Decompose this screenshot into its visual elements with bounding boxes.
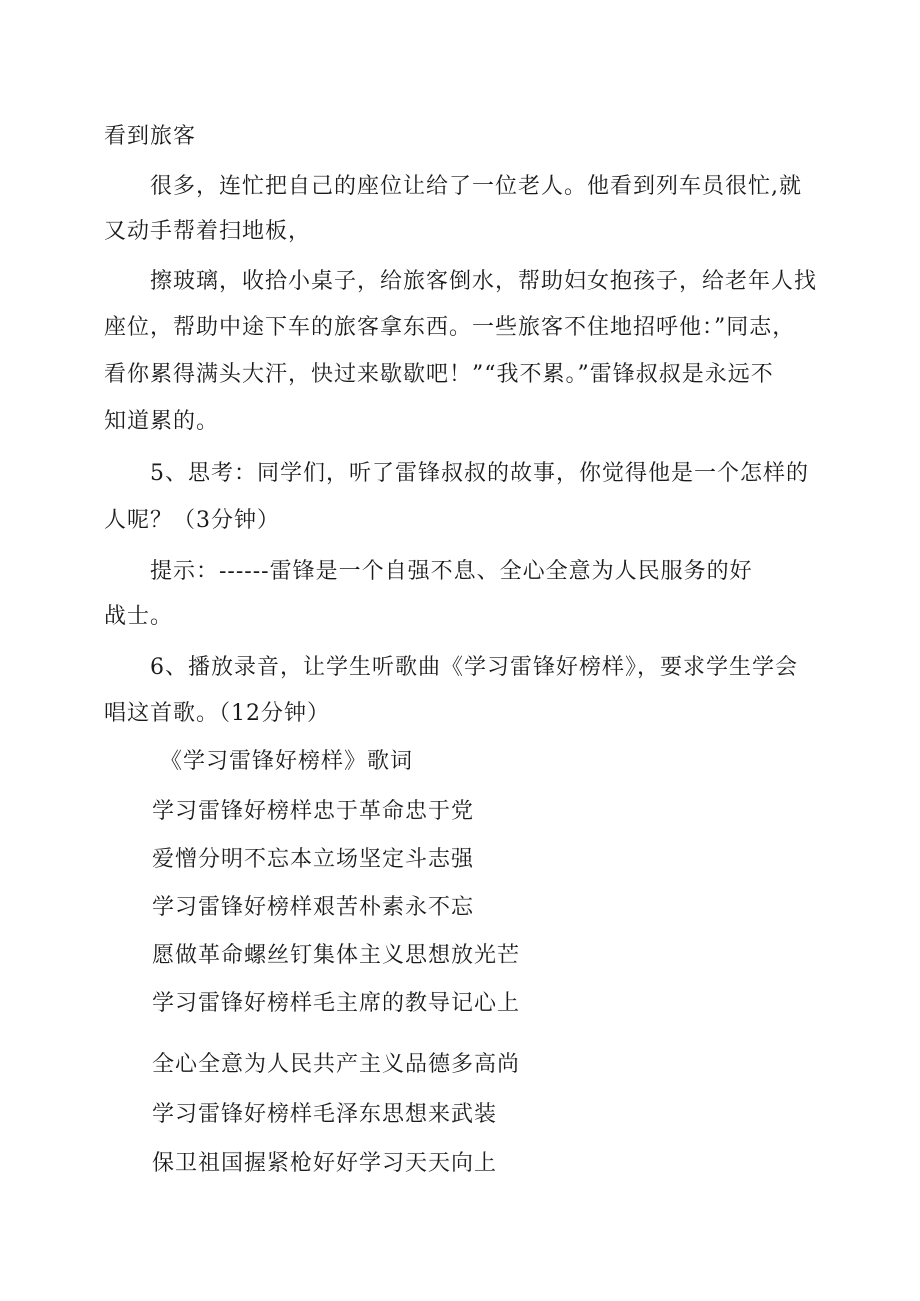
paragraph-line: 知道累的。 xyxy=(104,409,220,434)
song-title: 《学习雷锋好榜样》歌词 xyxy=(160,749,414,774)
lyric-line: 学习雷锋好榜样毛泽东思想来武装 xyxy=(152,1102,498,1127)
lyric-line: 学习雷锋好榜样毛主席的教导记心上 xyxy=(152,991,521,1016)
paragraph-line: 又动手帮着扫地板， xyxy=(104,219,312,244)
lyric-line: 愿做革命螺丝钉集体主义思想放光芒 xyxy=(152,943,521,968)
lyric-line: 全心全意为人民共产主义品德多高尚 xyxy=(152,1052,521,1077)
lyric-line: 保卫祖国握紧枪好好学习天天向上 xyxy=(152,1151,498,1176)
paragraph-line: 看你累得满头大汗，快过来歇歇吧！”“我不累。”雷锋叔叔是永远不 xyxy=(104,362,774,387)
paragraph-line: 唱这首歌。（12分钟） xyxy=(104,701,330,726)
paragraph-line: 战士。 xyxy=(104,604,174,629)
paragraph-line: 提示：------雷锋是一个自强不息、全心全意为人民服务的好 xyxy=(150,559,753,584)
lyric-line: 学习雷锋好榜样忠于革命忠于党 xyxy=(152,799,475,824)
lyric-line: 学习雷锋好榜样艰苦朴素永不忘 xyxy=(152,895,475,920)
paragraph-line: 擦玻璃，收拾小桌子，给旅客倒水，帮助妇女抱孩子，给老年人找 xyxy=(150,269,818,294)
paragraph-line: 6、播放录音，让学生听歌曲《学习雷锋好榜样》，要求学生学会 xyxy=(150,655,798,680)
paragraph-line: 人呢？（3分钟） xyxy=(104,508,280,533)
paragraph-line: 座位，帮助中途下车的旅客拿东西。一些旅客不住地招呼他：”同志， xyxy=(104,315,796,340)
lyric-line: 爱憎分明不忘本立场坚定斗志强 xyxy=(152,847,475,872)
paragraph-line: 很多，连忙把自己的座位让给了一位老人。他看到列车员很忙,就 xyxy=(150,174,802,199)
paragraph-line: 5、思考：同学们，听了雷锋叔叔的故事，你觉得他是一个怎样的 xyxy=(150,461,809,486)
paragraph-line: 看到旅客 xyxy=(104,124,197,149)
